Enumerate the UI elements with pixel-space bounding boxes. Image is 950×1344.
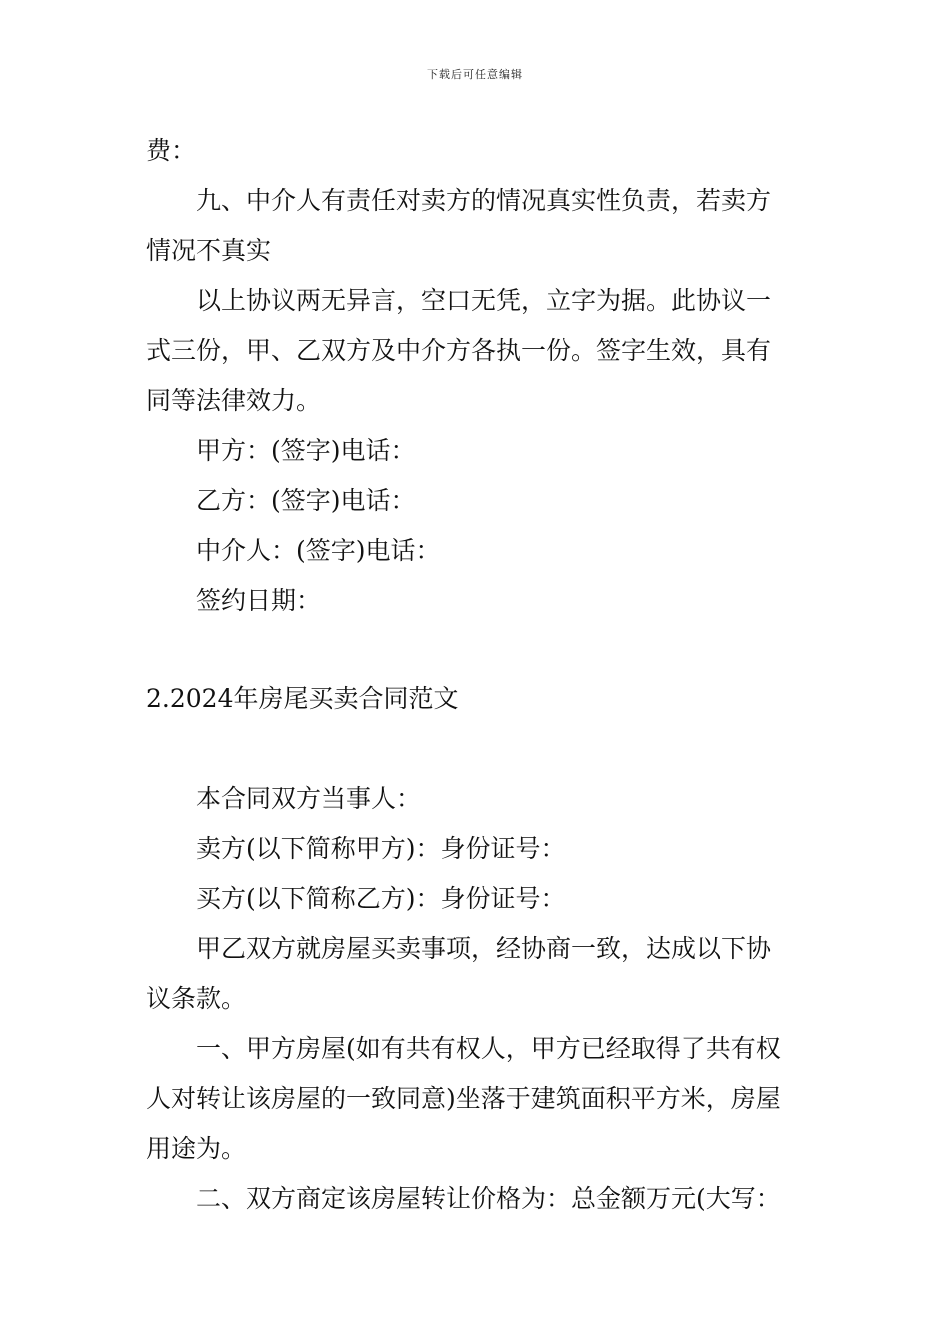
signing-date: 签约日期： <box>196 586 322 615</box>
paragraph-line: 一、甲方房屋(如有共有权人，甲方已经取得了共有权 <box>196 1034 781 1063</box>
page-header: 下载后可任意编辑 <box>427 68 523 81</box>
paragraph-line: 以上协议两无异言，空口无凭，立字为据。此协议一 <box>196 286 772 315</box>
paragraph-line: 九、中介人有责任对卖方的情况真实性负责，若卖方 <box>196 186 772 215</box>
paragraph-line: 情况不真实 <box>146 236 272 265</box>
paragraph-line: 式三份，甲、乙双方及中介方各执一份。签字生效，具有 <box>146 336 772 365</box>
paragraph-line: 同等法律效力。 <box>146 386 322 415</box>
document-body <box>146 126 808 1224</box>
spacer <box>146 626 808 674</box>
paragraph-line: 用途为。 <box>146 1134 247 1163</box>
paragraph-line: 卖方(以下简称甲方)：身份证号： <box>196 834 566 863</box>
section-title: 2.2024年房尾买卖合同范文 <box>146 684 459 713</box>
paragraph-line: 人对转让该房屋的一致同意)坐落于建筑面积平方米，房屋 <box>146 1084 781 1113</box>
paragraph-line: 本合同双方当事人： <box>196 784 422 813</box>
signature-party-a: 甲方：(签字)电话： <box>196 436 416 465</box>
paragraph-line: 甲乙双方就房屋买卖事项，经协商一致，达成以下协 <box>196 934 772 963</box>
paragraph-line: 费： <box>146 136 197 165</box>
paragraph-line: 议条款。 <box>146 984 247 1013</box>
signature-party-b: 乙方：(签字)电话： <box>196 486 416 515</box>
signature-intermediary: 中介人：(签字)电话： <box>196 536 441 565</box>
paragraph-line: 买方(以下简称乙方)：身份证号： <box>196 884 566 913</box>
paragraph-line: 二、双方商定该房屋转让价格为：总金额万元(大写： <box>196 1184 781 1213</box>
spacer <box>146 724 808 774</box>
